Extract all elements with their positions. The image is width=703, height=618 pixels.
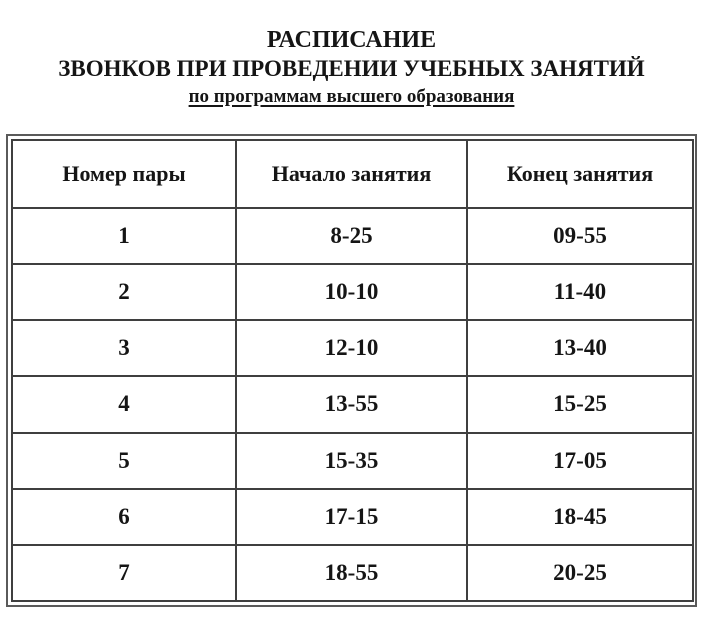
pair-number-cell: 6 xyxy=(12,489,236,545)
start-time-cell: 13-55 xyxy=(236,376,467,432)
start-time-cell: 15-35 xyxy=(236,433,467,489)
document-title: РАСПИСАНИЕ xyxy=(266,27,437,53)
column-header-pair-number: Номер пары xyxy=(12,140,236,208)
program-label: по программам высшего образования xyxy=(188,86,515,107)
column-header-start-time: Начало занятия xyxy=(236,140,467,208)
start-time-cell: 17-15 xyxy=(236,489,467,545)
pair-number-cell: 1 xyxy=(12,208,236,264)
end-time-cell: 15-25 xyxy=(467,376,693,432)
table-row xyxy=(12,320,693,376)
table-row xyxy=(12,264,693,320)
start-time-cell: 18-55 xyxy=(236,545,467,601)
table-header-row xyxy=(12,140,693,208)
end-time-cell: 20-25 xyxy=(467,545,693,601)
column-header-end-time: Конец занятия xyxy=(467,140,693,208)
start-time-cell: 12-10 xyxy=(236,320,467,376)
document-subtitle: ЗВОНКОВ ПРИ ПРОВЕДЕНИИ УЧЕБНЫХ ЗАНЯТИЙ xyxy=(58,56,645,81)
end-time-cell: 11-40 xyxy=(467,264,693,320)
pair-number-cell: 2 xyxy=(12,264,236,320)
table-row xyxy=(12,489,693,545)
end-time-cell: 09-55 xyxy=(467,208,693,264)
pair-number-cell: 5 xyxy=(12,433,236,489)
end-time-cell: 18-45 xyxy=(467,489,693,545)
table-row xyxy=(12,208,693,264)
end-time-cell: 13-40 xyxy=(467,320,693,376)
end-time-cell: 17-05 xyxy=(467,433,693,489)
start-time-cell: 10-10 xyxy=(236,264,467,320)
schedule-table-frame xyxy=(6,134,697,607)
table-row xyxy=(12,545,693,601)
table-row xyxy=(12,433,693,489)
pair-number-cell: 4 xyxy=(12,376,236,432)
start-time-cell: 8-25 xyxy=(236,208,467,264)
table-row xyxy=(12,376,693,432)
document-subtitle-program xyxy=(0,86,703,108)
bell-schedule-table xyxy=(11,139,694,602)
pair-number-cell: 3 xyxy=(12,320,236,376)
pair-number-cell: 7 xyxy=(12,545,236,601)
